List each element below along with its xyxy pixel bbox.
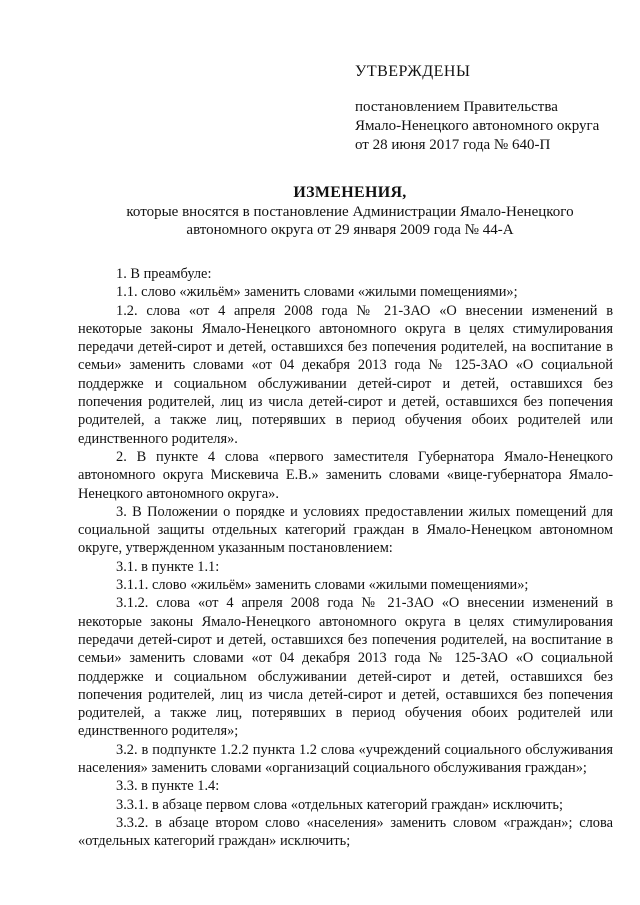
document-subtitle-line-1: которые вносятся в постановление Администрации Ямало-Ненецкого	[126, 204, 574, 220]
decree-line-2: Ямало-Ненецкого автономного округа	[355, 118, 600, 134]
paragraph-3-3-2: 3.3.2. в абзаце втором слово «населения» заменить словом «граждан»; слова «отдельных категорий граждан» исключить;	[78, 814, 613, 850]
paragraph-3-3-1: 3.3.1. в абзаце первом слова «отдельных категорий граждан» исключить;	[116, 796, 563, 813]
paragraph-preamble: 1. В преамбуле:	[116, 266, 212, 282]
paragraph-3-2: 3.2. в подпункте 1.2.2 пункта 1.2 слова «учреждений социального обслуживания населения» заменить словами «организаций социального обслуживания граждан»;	[78, 741, 613, 777]
decree-line-3: от 28 июня 2017 года № 640-П	[355, 137, 551, 153]
document-subtitle-line-2: автономного округа от 29 января 2009 года № 44-А	[186, 222, 514, 238]
document-title-block	[60, 183, 640, 239]
paragraph-3-1-2: 3.1.2. слова «от 4 апреля 2008 года № 21-ЗАО «О внесении изменений в некоторые законы Ямало-Ненецкого автономного округа в целях стимулирования передачи детей-сирот и детей, оставшихся без попечения родителей, на воспитание в семьи» заменить словами «от 04 декабря 2013 года № 125-ЗАО «О социальной поддержке и социальном обслуживании детей-сирот и детей, оставшихся без попечения родителей, лиц из числа детей-сирот и детей, оставшихся без попечения родителей, а также лиц, потерявших в период обучения обоих родителей или единственного родителя»;	[78, 595, 613, 740]
approval-heading: УТВЕРЖДЕНЫ	[355, 63, 471, 80]
paragraph-1-2: 1.2. слова «от 4 апреля 2008 года № 21-ЗАО «О внесении изменений в некоторые законы Ямало-Ненецкого автономного округа в целях стимулирования передачи детей-сирот и детей, оставшихся без попечения родителей, на воспитание в семьи» заменить словами «от 04 декабря 2013 года № 125-ЗАО «О социальной поддержке и социальном обслуживании детей-сирот и детей, оставшихся без попечения родителей, лиц из числа детей-сирот и детей, оставшихся без попечения родителей, а также лиц, потерявших в период обучения обоих родителей или единственного родителя».	[78, 302, 613, 447]
document-body	[78, 265, 613, 851]
paragraph-3-1-1: 3.1.1. слово «жильём» заменить словами «жилыми помещениями»;	[116, 577, 529, 594]
paragraph-1-1: 1.1. слово «жильём» заменить словами «жилыми помещениями»;	[116, 284, 518, 301]
paragraph-2: 2. В пункте 4 слова «первого заместителя Губернатора Ямало-Ненецкого автономного округа Мискевича Е.В.» заменить словами «вице-губернатора Ямало-Ненецкого автономного округа».	[78, 448, 613, 502]
paragraph-3: 3. В Положении о порядке и условиях предоставлении жилых помещений для социальной защиты отдельных категорий граждан в Ямало-Ненецком автономном округе, утвержденном указанным постановлением:	[78, 503, 613, 557]
paragraph-3-1: 3.1. в пункте 1.1:	[116, 558, 220, 575]
decree-line-1: постановлением Правительства	[355, 99, 558, 115]
paragraph-3-3: 3.3. в пункте 1.4:	[116, 778, 220, 795]
document-title: ИЗМЕНЕНИЯ,	[293, 184, 407, 201]
approval-stamp	[355, 62, 615, 155]
